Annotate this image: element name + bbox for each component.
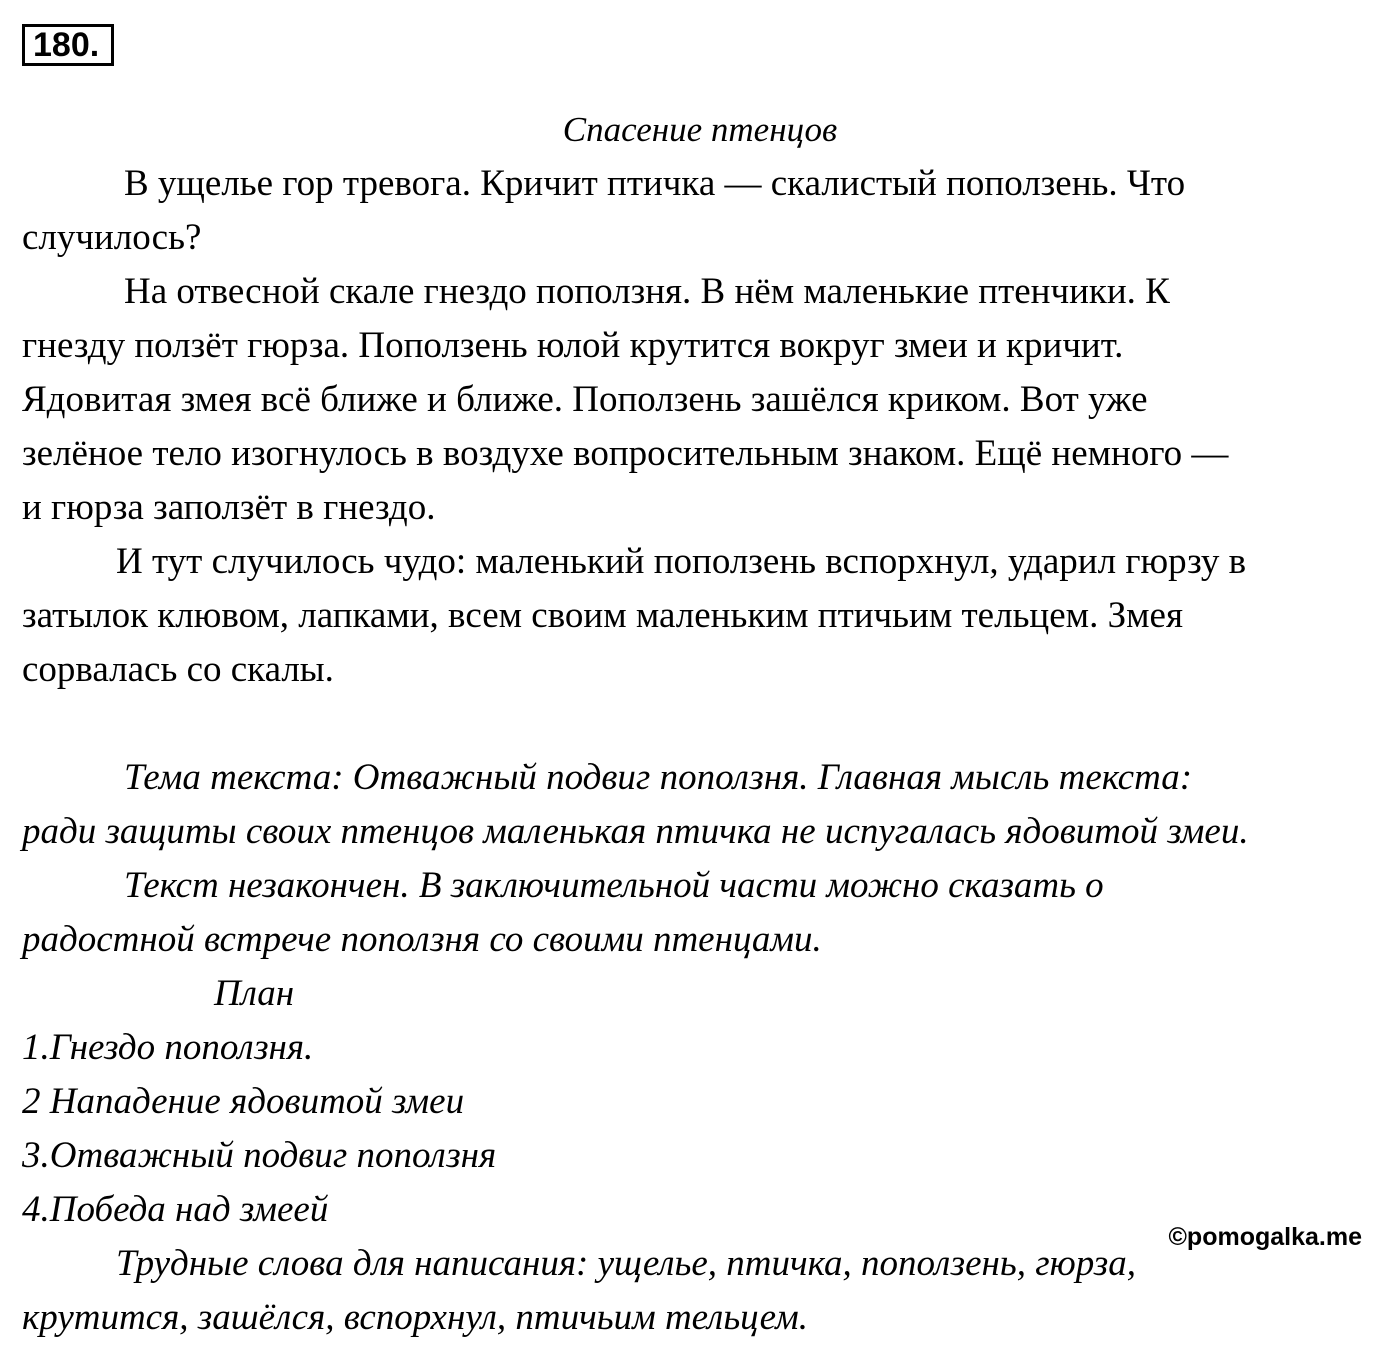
story-line: случилось? [22,217,202,258]
difficult-words-line: крутится, зашёлся, вспорхнул, птичьим тельцем. [22,1297,808,1338]
story-line: затылок клювом, лапками, всем своим маленьким птичьим тельцем. Змея [22,595,1183,636]
story-title: Спасение птенцов [562,110,838,149]
exercise-number: 180. [22,24,114,66]
plan-item: 1.Гнездо поползня. [22,1027,314,1068]
analysis-line: радостной встрече поползня со своими птенцами. [22,919,822,960]
watermark: ©pomogalka.me [1168,1223,1362,1251]
plan-item: 2 Нападение ядовитой змеи [22,1081,465,1122]
difficult-words-line: Трудные слова для написания: ущелье, птичка, поползень, гюрза, [116,1243,1136,1284]
story-line: В ущелье гор тревога. Кричит птичка — скалистый поползень. Что [124,163,1186,204]
story-line: сорвалась со скалы. [22,649,334,690]
story-line: и гюрза заползёт в гнездо. [22,487,436,528]
story-line: И тут случилось чудо: маленький поползень вспорхнул, ударил гюрзу в [116,541,1247,582]
plan-heading: План [214,973,295,1014]
story-line: зелёное тело изогнулось в воздухе вопросительным знаком. Ещё немного — [22,433,1229,474]
story-line: На отвесной скале гнездо поползня. В нём маленькие птенчики. К [124,271,1170,312]
analysis-line: Текст незакончен. В заключительной части можно сказать о [124,865,1104,906]
analysis-line: ради защиты своих птенцов маленькая птичка не испугалась ядовитой змеи. [22,811,1249,852]
story-line: Ядовитая змея всё ближе и ближе. Поползень зашёлся криком. Вот уже [22,379,1148,420]
analysis-line: Тема текста: Отважный подвиг поползня. Главная мысль текста: [124,757,1193,798]
plan-item: 3.Отважный подвиг поползня [22,1135,497,1176]
story-line: гнезду ползёт гюрза. Поползень юлой крутится вокруг змеи и кричит. [22,325,1124,366]
plan-item: 4.Победа над змеей [22,1189,329,1230]
